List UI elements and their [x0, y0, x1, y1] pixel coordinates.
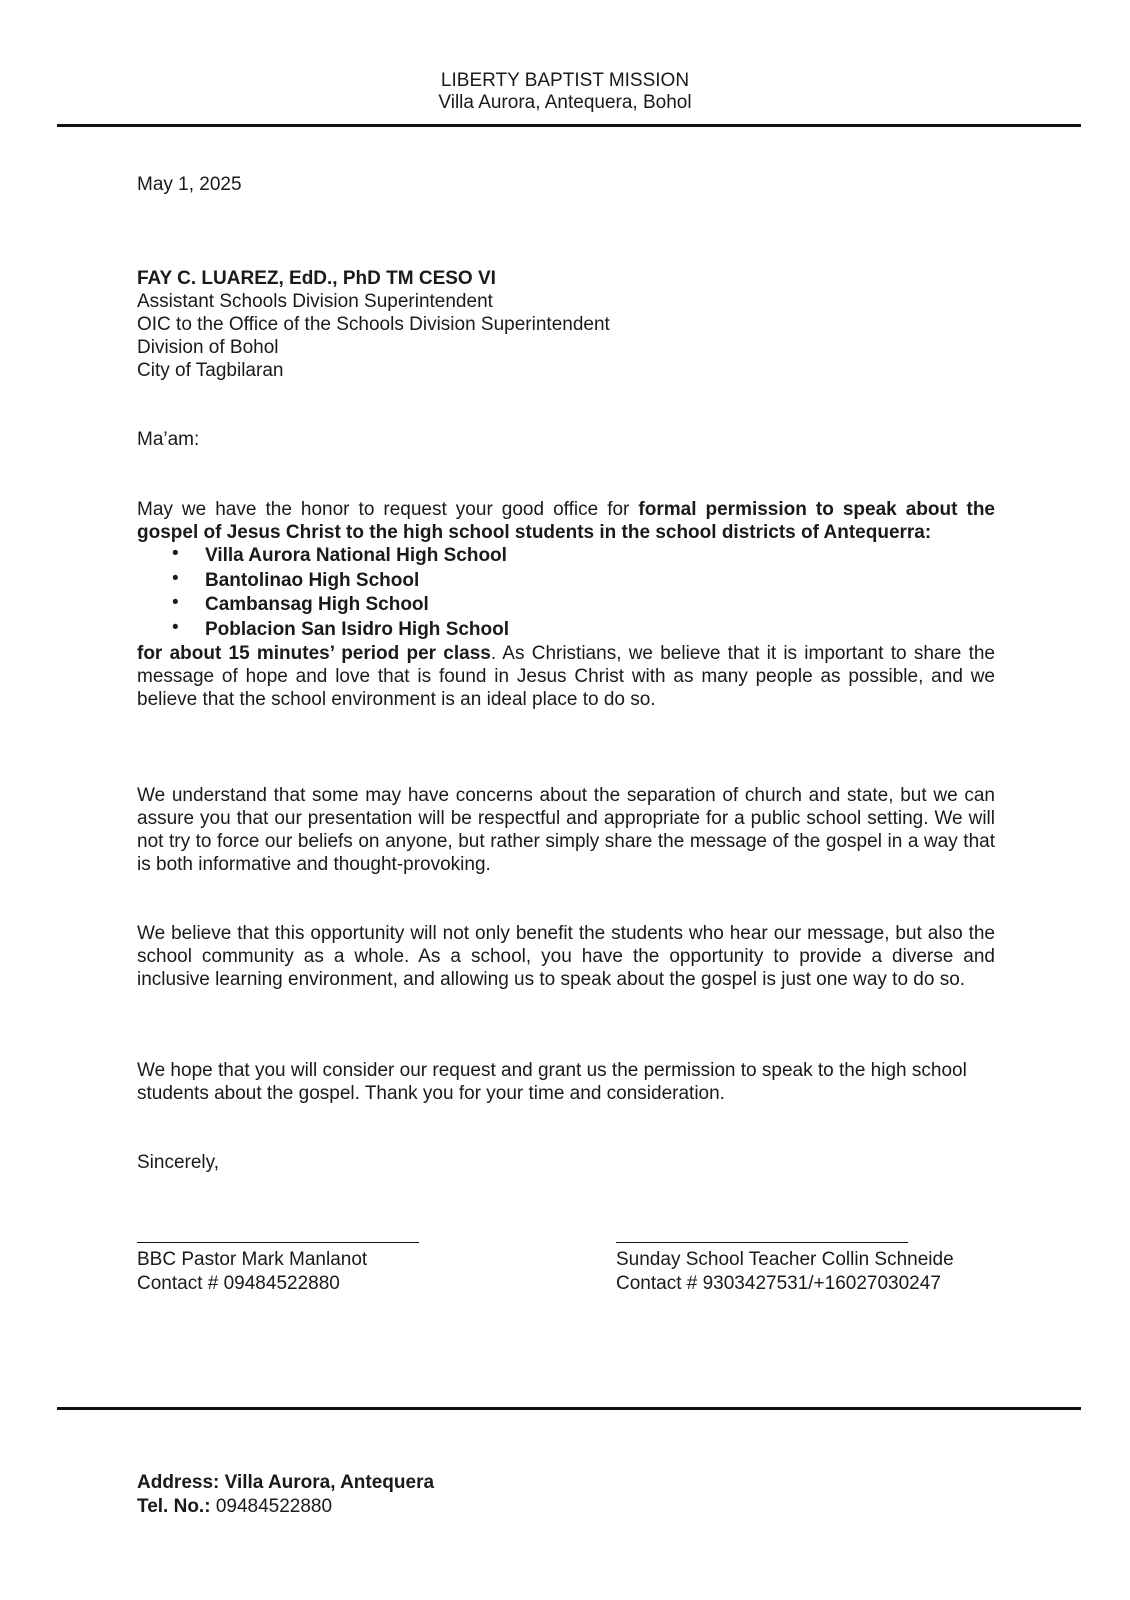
signature-block-teacher — [616, 1242, 1076, 1296]
signatory-name: Sunday School Teacher Collin Schneide — [616, 1249, 954, 1270]
address-label: Address: — [137, 1472, 220, 1493]
salutation: Ma’am: — [137, 429, 200, 450]
request-intro — [137, 498, 995, 544]
recipient-position: Assistant Schools Division Superintendent — [137, 291, 493, 312]
footer — [137, 1471, 434, 1519]
recipient-city: City of Tagbilaran — [137, 360, 284, 381]
list-item: • Poblacion San Isidro High School — [137, 618, 995, 643]
header-divider — [57, 124, 1081, 127]
list-item: • Cambansag High School — [137, 593, 995, 618]
request-paragraph — [137, 498, 995, 711]
request-intro-text: May we have the honor to request your good office for — [137, 499, 639, 520]
closing-paragraph: We hope that you will consider our request and grant us the permission to speak to the high school students about the gospel. Thank you for your time and consideration. — [137, 1060, 967, 1104]
signatory-contact: Contact # 09484522880 — [137, 1273, 340, 1294]
request-bold-text: formal permission to speak about the gospel of Jesus Christ to the high school students in the school districts of Antequerra: — [137, 499, 995, 543]
letterhead — [0, 70, 1130, 114]
recipient-block — [137, 267, 995, 382]
letter-date: May 1, 2025 — [137, 174, 242, 195]
footer-divider — [57, 1407, 1081, 1410]
tel-value: 09484522880 — [210, 1496, 333, 1517]
signature-block-pastor — [137, 1242, 537, 1296]
address-value: Villa Aurora, Antequera — [219, 1472, 435, 1493]
benefit-paragraph: We believe that this opportunity will not only benefit the students who hear our message, but also the school community as a whole. As a school, you have the opportunity to provide a diverse and inclusive learning environment, and allowing us to speak about the gospel is just one way to do so. — [137, 923, 995, 990]
tel-label: Tel. No.: — [137, 1496, 211, 1517]
list-item: • Villa Aurora National High School — [137, 544, 995, 569]
recipient-division: Division of Bohol — [137, 337, 279, 358]
school-list — [137, 544, 995, 642]
closing-salutation: Sincerely, — [137, 1152, 220, 1173]
recipient-office: OIC to the Office of the Schools Division Superintendent — [137, 314, 610, 335]
signatory-name: BBC Pastor Mark Manlanot — [137, 1249, 368, 1270]
request-duration: for about 15 minutes’ period per class — [137, 643, 491, 664]
request-continuation — [137, 642, 995, 711]
signature-line — [616, 1242, 908, 1243]
footer-address — [137, 1471, 434, 1495]
footer-tel — [137, 1495, 434, 1519]
recipient-name: FAY C. LUAREZ, EdD., PhD TM CESO VI — [137, 268, 496, 289]
list-item: • Bantolinao High School — [137, 569, 995, 594]
org-address: Villa Aurora, Antequera, Bohol — [438, 92, 692, 113]
request-rest: . As Christians, we believe that it is important to share the message of hope and love that is found in Jesus Christ with as many people as possible, and we believe that the school environment is an ideal place to do so. — [137, 643, 995, 710]
org-name: LIBERTY BAPTIST MISSION — [440, 70, 690, 91]
signatory-contact: Contact # 9303427531/+16027030247 — [616, 1273, 941, 1294]
signature-line — [137, 1242, 419, 1243]
concerns-paragraph: We understand that some may have concerns about the separation of church and state, but we can assure you that our presentation will be respectful and appropriate for a public school setting. We will not try to force our beliefs on anyone, but rather simply share the message of the gospel in a way that is both informative and thought-provoking. — [137, 785, 995, 875]
